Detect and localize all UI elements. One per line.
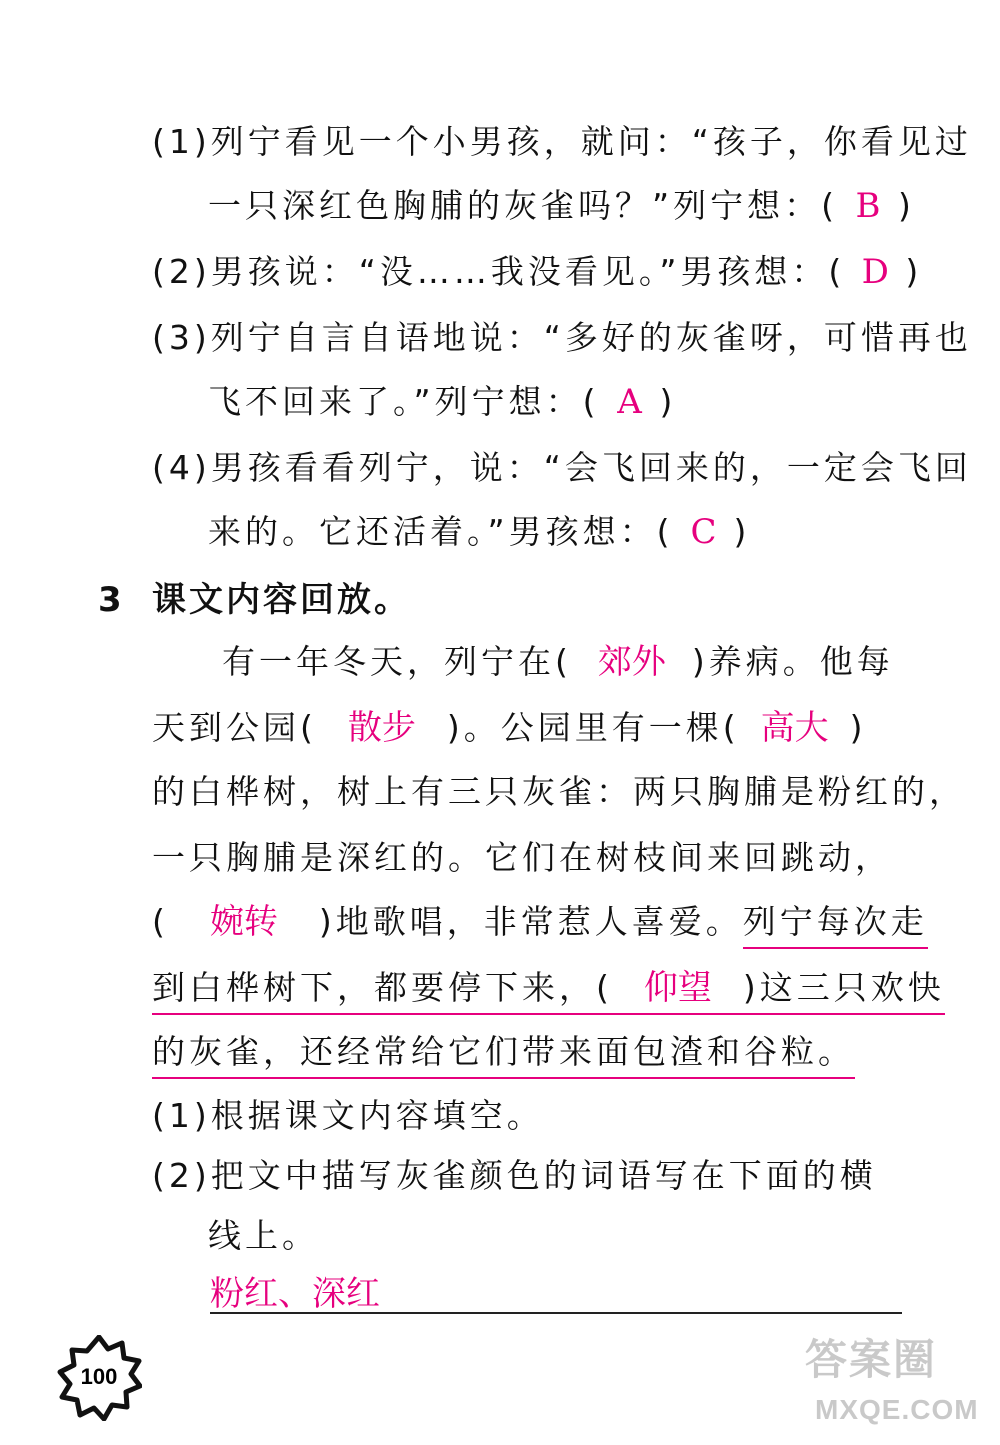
passage-text: 有一年冬天，列宁在(: [222, 642, 572, 681]
passage-line-4: 一只胸脯是深红的。它们在树枝间来回跳动，: [152, 838, 892, 877]
q1-line2: [208, 186, 915, 226]
q4-answer: C: [690, 512, 717, 552]
section-title: 课文内容回放。: [152, 580, 411, 620]
q4-close-paren: ): [733, 512, 751, 551]
passage-text: )地歌唱，非常惹人喜爱。: [318, 902, 743, 941]
q2-answer: D: [861, 252, 889, 292]
answer-gaoda: 高大: [760, 708, 829, 748]
q1-line1: (1)列宁看见一个小男孩，就问：“孩子，你看见过: [152, 122, 972, 161]
subquestion-1: (1)根据课文内容填空。: [152, 1096, 544, 1135]
answer-sanbu: 散步: [347, 708, 416, 748]
passage-line-7: [152, 1032, 855, 1072]
q3-line1: (3)列宁自言自语地说：“多好的灰雀呀，可惜再也: [152, 318, 972, 357]
q3-line2-text: 飞不回来了。”列宁想：(: [208, 382, 600, 421]
watermark-text: 答案圈: [805, 1335, 938, 1384]
passage-text: (: [152, 902, 169, 941]
q4-line1: (4)男孩看看列宁，说：“会飞回来的，一定会飞回: [152, 448, 972, 487]
passage-line-5: [152, 902, 928, 942]
q2-line1-text: (2)男孩说：“没……我没看见。”男孩想：(: [152, 252, 846, 291]
q2-line1: [152, 252, 922, 292]
q1-answer: B: [855, 186, 881, 226]
passage-text: )养病。他每: [691, 642, 894, 681]
q3-line2: [208, 382, 676, 422]
passage-text: )这三只欢快: [742, 968, 945, 1007]
passage-text: 到白桦树下，都要停下来，(: [152, 968, 613, 1007]
subquestion-2-line2: 线上。: [208, 1216, 319, 1255]
underlined-sentence-start: 列宁每次走: [743, 902, 928, 949]
q4-line2: [208, 512, 750, 552]
passage-line-1: [222, 642, 894, 682]
subquestion-2-answer: 粉红、深红: [210, 1274, 380, 1314]
answer-yangwang: 仰望: [643, 968, 712, 1008]
passage-line-2: [152, 708, 867, 748]
underlined-sentence-end: 的灰雀，还经常给它们带来面包渣和谷粒。: [152, 1032, 855, 1079]
q3-answer: A: [617, 382, 642, 422]
passage-line-3: 的白桦树，树上有三只灰雀：两只胸脯是粉红的，: [152, 772, 966, 811]
watermark-url: MXQE.COM: [815, 1394, 979, 1425]
watermark-logo: [805, 1335, 995, 1435]
answer-jiaowai: 郊外: [597, 642, 666, 682]
passage-text: ): [849, 708, 867, 747]
section-number: 3: [98, 580, 122, 620]
passage-text: )。公园里有一棵(: [446, 708, 740, 747]
underlined-sentence-middle: [152, 968, 945, 1015]
passage-line-6: [152, 968, 945, 1008]
q4-line2-text: 来的。它还活着。”男孩想：(: [208, 512, 674, 551]
q1-close-paren: ): [897, 186, 915, 225]
passage-text: 天到公园(: [152, 708, 317, 747]
q1-line2-text: 一只深红色胸脯的灰雀吗？”列宁想：(: [208, 186, 838, 225]
answer-wanzhuan: 婉转: [209, 902, 278, 942]
subquestion-2-line1: (2)把文中描写灰雀颜色的词语写在下面的横: [152, 1156, 877, 1195]
answer-underline: [210, 1312, 902, 1314]
page-number: 100: [80, 1364, 118, 1389]
q3-close-paren: ): [659, 382, 677, 421]
q2-close-paren: ): [905, 252, 923, 291]
